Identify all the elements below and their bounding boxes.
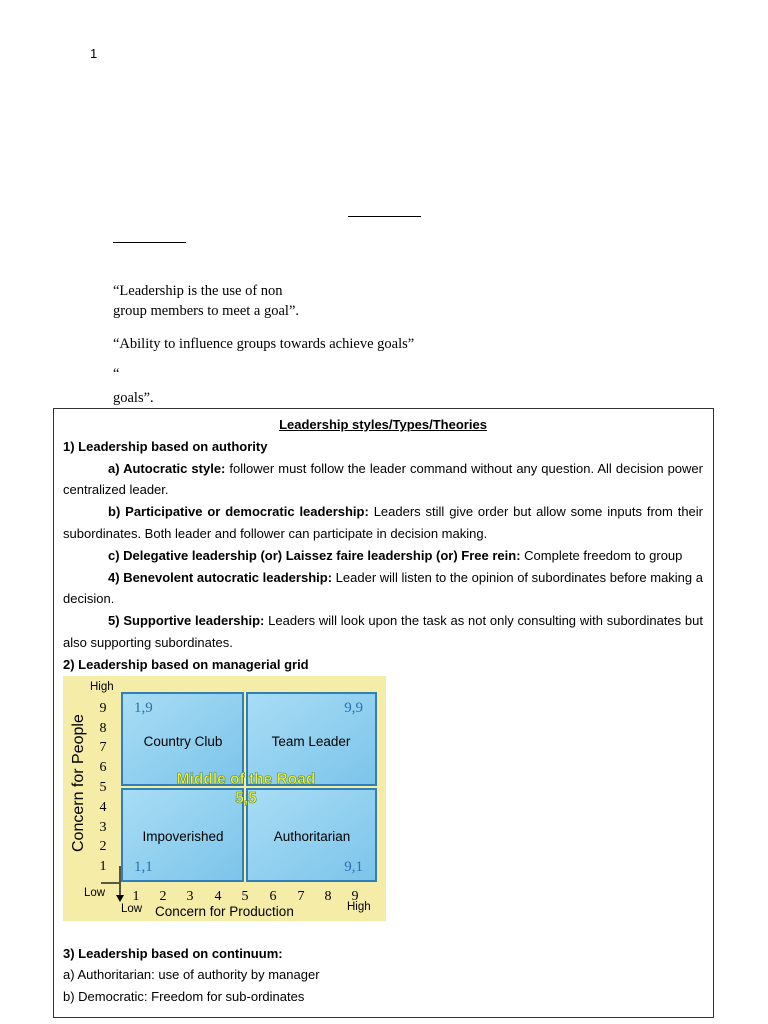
y-tick: 9	[99, 701, 107, 716]
down-arrow-icon	[116, 895, 124, 902]
x-tick: 3	[186, 889, 194, 904]
subheading-underline	[113, 242, 186, 243]
middle-of-road-coord: 5,5	[235, 790, 257, 807]
x-tick: 4	[214, 889, 222, 904]
y-tick: 7	[99, 740, 107, 755]
heading-underline	[348, 216, 421, 217]
section-1c	[63, 545, 703, 567]
section-3-heading: 3) Leadership based on continuum:	[63, 945, 283, 961]
quote-1-line-1: “Leadership is the use of non	[113, 283, 283, 299]
quote-2: “Ability to influence groups towards achieve goals”	[113, 336, 415, 352]
section-1b-label: b) Participative or democratic leadership:	[108, 504, 369, 520]
leadership-styles-box	[53, 408, 714, 1018]
x-low-label: Low	[121, 903, 143, 915]
y-axis-label: Concern for People	[70, 714, 87, 852]
section-1c-label: c) Delegative leadership (or) Laissez faire leadership (or) Free rein:	[108, 547, 521, 563]
y-tick: 2	[99, 839, 107, 854]
y-ticks	[100, 701, 107, 874]
quadrant-bottom-left-name: Impoverished	[142, 829, 224, 844]
y-tick: 8	[99, 721, 107, 736]
quote-3-end: goals”.	[113, 390, 154, 406]
middle-of-road-label: Middle of the Road	[176, 771, 316, 788]
section-1d-label: 4) Benevolent autocratic leadership:	[108, 569, 333, 585]
x-tick: 8	[324, 889, 332, 904]
managerial-grid-svg	[63, 676, 386, 921]
section-1d-text: Leader will listen to the opinion of subordinates before making a decision.	[63, 569, 704, 607]
x-tick: 6	[269, 889, 277, 904]
y-high-label: High	[90, 681, 114, 693]
section-1d	[63, 567, 703, 611]
box-title: Leadership styles/Types/Theories	[279, 417, 487, 432]
page-number: 1	[90, 46, 98, 61]
section-3a: a) Authoritarian: use of authority by manager	[63, 967, 320, 983]
x-tick: 5	[241, 889, 249, 904]
section-1-heading: 1) Leadership based on authority	[63, 438, 268, 454]
quadrant-top-left-coord: 1,9	[134, 700, 153, 716]
section-2-heading: 2) Leadership based on managerial grid	[63, 656, 309, 672]
y-tick: 5	[99, 780, 107, 795]
section-3b: b) Democratic: Freedom for sub-ordinates	[63, 989, 305, 1005]
quadrant-bottom-left-coord: 1,1	[134, 859, 153, 875]
y-tick: 1	[99, 859, 107, 874]
section-1c-text: Complete freedom to group	[520, 547, 683, 563]
corner-low-label: Low	[84, 887, 106, 899]
section-1a	[63, 458, 703, 502]
quote-1-line-2: group members to meet a goal”.	[113, 303, 300, 319]
section-1a-text: follower must follow the leader command without any question. All decision power centralized leader.	[63, 460, 703, 498]
quadrant-top-right-coord: 9,9	[344, 700, 363, 716]
x-ticks	[133, 889, 359, 904]
quadrant-bottom-right-name: Authoritarian	[273, 829, 351, 844]
x-axis-label: Concern for Production	[155, 904, 294, 919]
y-tick: 3	[99, 820, 107, 835]
x-tick: 7	[297, 889, 305, 904]
x-tick: 2	[159, 889, 167, 904]
managerial-grid-figure	[63, 676, 386, 921]
section-1b	[63, 501, 703, 545]
section-1a-label: a) Autocratic style:	[108, 460, 226, 476]
y-tick: 4	[99, 800, 107, 815]
quadrant-top-right-name: Team Leader	[271, 734, 351, 749]
x-high-label: High	[347, 901, 371, 913]
section-1e	[63, 610, 703, 654]
quote-3-open: “	[113, 366, 120, 382]
x-tick: 1	[132, 889, 140, 904]
section-1e-label: 5) Supportive leadership:	[108, 613, 265, 629]
y-tick: 6	[99, 760, 107, 775]
quadrant-bottom-right-coord: 9,1	[344, 859, 363, 875]
section-1e-text: Leaders will look upon the task as not only consulting with subordinates but also supporting subordinates.	[63, 613, 703, 650]
x-tick: 9	[351, 889, 359, 904]
section-1b-text: Leaders still give order but allow some inputs from their subordinates. Both leader and follower can participate in decision making.	[63, 504, 703, 541]
quadrant-top-left-name: Country Club	[143, 734, 223, 749]
